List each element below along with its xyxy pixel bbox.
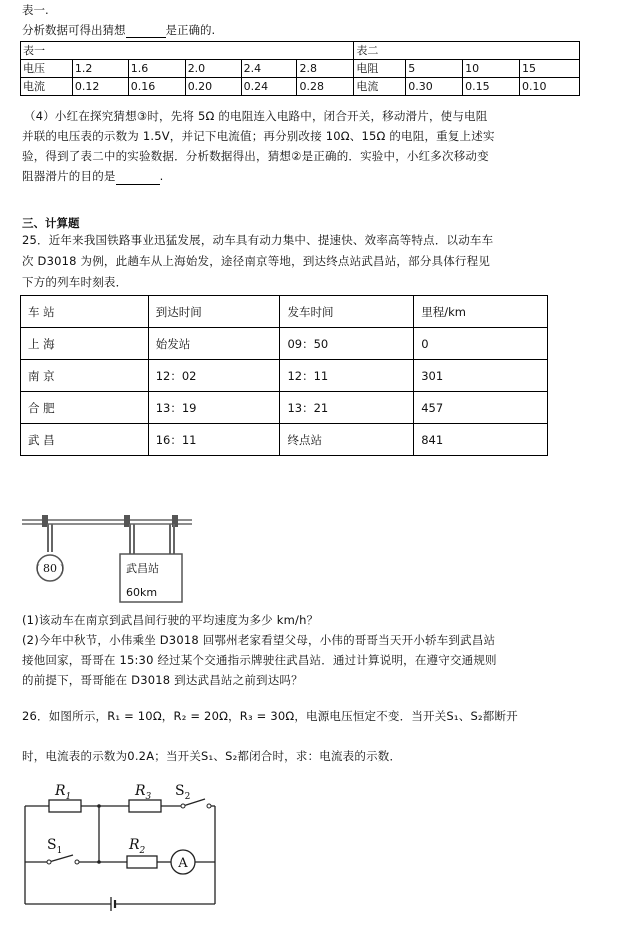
header-cell: 到达时间 [148, 296, 280, 328]
table-cell: 15 [520, 60, 580, 78]
table-cell: 2.4 [241, 60, 297, 78]
table-cell: 841 [414, 424, 548, 456]
q25-sub: 的前提下，哥哥能在 D3018 到达武昌站之前到达吗？ [22, 673, 303, 687]
q4-line: （4）小红在探究猜想③时，先将 5Ω 的电阻连入电路中，闭合开关，移动滑片，使与电阻 [24, 109, 488, 123]
q4-line: 验，得到了表二中的实验数据．分析数据得出，猜想②是正确的．实验中，小红多次移动变 [22, 149, 489, 163]
table-cell: 0.16 [128, 78, 185, 96]
switch-s2 [181, 804, 185, 808]
table-cell: 0.28 [297, 78, 354, 96]
table1-header-right: 表二 [354, 42, 580, 60]
table-cell: 电压 [21, 60, 73, 78]
table-row [21, 78, 580, 96]
table-cell: 5 [406, 60, 463, 78]
table-cell: 电阻 [354, 60, 406, 78]
table-cell: 合 肥 [21, 392, 149, 424]
table-cell: 09：50 [280, 328, 414, 360]
table-cell: 1.2 [72, 60, 128, 78]
label-r1: $R_1$ [55, 783, 72, 802]
table-cell: 0.24 [241, 78, 297, 96]
q25-sub: (1)该动车在南京到武昌间行驶的平均速度为多少 km/h？ [22, 613, 319, 627]
answer-blank [126, 37, 166, 38]
q4-line: 并联的电压表的示数为 1.5V，并记下电流值；再分别改接 10Ω、15Ω 的电阻，重复上述实 [22, 129, 495, 143]
table-cell: 0.10 [520, 78, 580, 96]
table-cell: 0 [414, 328, 548, 360]
table-cell: 12：02 [148, 360, 280, 392]
text-line: 表一. [22, 3, 49, 17]
table-cell: 13：21 [280, 392, 414, 424]
table-cell: 电流 [354, 78, 406, 96]
table-cell: 0.15 [463, 78, 520, 96]
resistor-r2 [127, 856, 157, 868]
table1-header-left: 表一 [21, 42, 354, 60]
circuit-diagram [15, 778, 230, 918]
table-cell: 2.8 [297, 60, 354, 78]
table-cell: 武 昌 [21, 424, 149, 456]
svg-text:(: ( [36, 564, 40, 575]
table-cell: 2.0 [185, 60, 241, 78]
table-row [21, 392, 548, 424]
section-title: 三、计算题 [22, 216, 80, 230]
table-cell: 0.20 [185, 78, 241, 96]
label-s2: $S_2$ [175, 783, 191, 802]
table-header-row [21, 296, 548, 328]
q25-line: 次 D3018 为例，此趟车从上海始发，途径南京等地，到达终点站武昌站，部分具体行程见 [22, 254, 491, 268]
table-cell: 1.6 [128, 60, 185, 78]
table-cell: 16：11 [148, 424, 280, 456]
table-cell: 电流 [21, 78, 73, 96]
table-cell: 457 [414, 392, 548, 424]
label-s1: $S_1$ [47, 837, 63, 856]
data-table-1 [20, 41, 580, 96]
header-cell: 发车时间 [280, 296, 414, 328]
table-row [21, 424, 548, 456]
header-cell: 车 站 [21, 296, 149, 328]
text-line: 分析数据可得出猜想 是正确的. [22, 23, 216, 37]
table-cell: 南 京 [21, 360, 149, 392]
q26-line: 26．如图所示，R₁ = 10Ω，R₂ = 20Ω，R₃ = 30Ω，电源电压恒定不变．当开关S₁、S₂都断开 [22, 709, 518, 723]
table-row [21, 360, 548, 392]
svg-text:): ) [60, 564, 64, 575]
label-r3: $R_3$ [135, 783, 152, 802]
answer-blank [116, 184, 160, 185]
q4-line: 阻器滑片的目的是 . [22, 169, 164, 183]
q26-line: 时，电流表的示数为0.2A；当开关S₁、S₂都闭合时，求：电流表的示数． [22, 749, 402, 763]
table-cell: 0.12 [72, 78, 128, 96]
table-cell: 12：11 [280, 360, 414, 392]
q25-line: 下方的列车时刻表． [22, 275, 128, 289]
train-timetable [20, 295, 548, 456]
label-r2: $R_2$ [129, 837, 146, 856]
q25-sub: 接他回家，哥哥在 15:30 经过某个交通指示牌驶往武昌站．通过计算说明，在遵守交通规则 [22, 653, 497, 667]
station-name: 武昌站 [126, 562, 159, 575]
table-row [21, 328, 548, 360]
table-row [21, 60, 580, 78]
table-cell: 始发站 [148, 328, 280, 360]
speed-limit-text: 80 [43, 562, 57, 575]
switch-s1 [47, 860, 51, 864]
q25-sub: (2)今年中秋节，小伟乘坐 D3018 回鄂州老家看望父母，小伟的哥哥当天开小轿车到武昌站 [22, 633, 496, 647]
ammeter-label: A [178, 856, 188, 871]
table-cell: 上 海 [21, 328, 149, 360]
table-cell: 10 [463, 60, 520, 78]
station-distance: 60km [126, 586, 158, 599]
table-cell: 301 [414, 360, 548, 392]
traffic-sign-figure [20, 512, 200, 604]
header-cell: 里程/km [414, 296, 548, 328]
table-cell: 13：19 [148, 392, 280, 424]
table-cell: 终点站 [280, 424, 414, 456]
table-cell: 0.30 [406, 78, 463, 96]
q25-line: 25．近年来我国铁路事业迅猛发展，动车具有动力集中、提速快、效率高等特点．以动车车 [22, 233, 494, 247]
